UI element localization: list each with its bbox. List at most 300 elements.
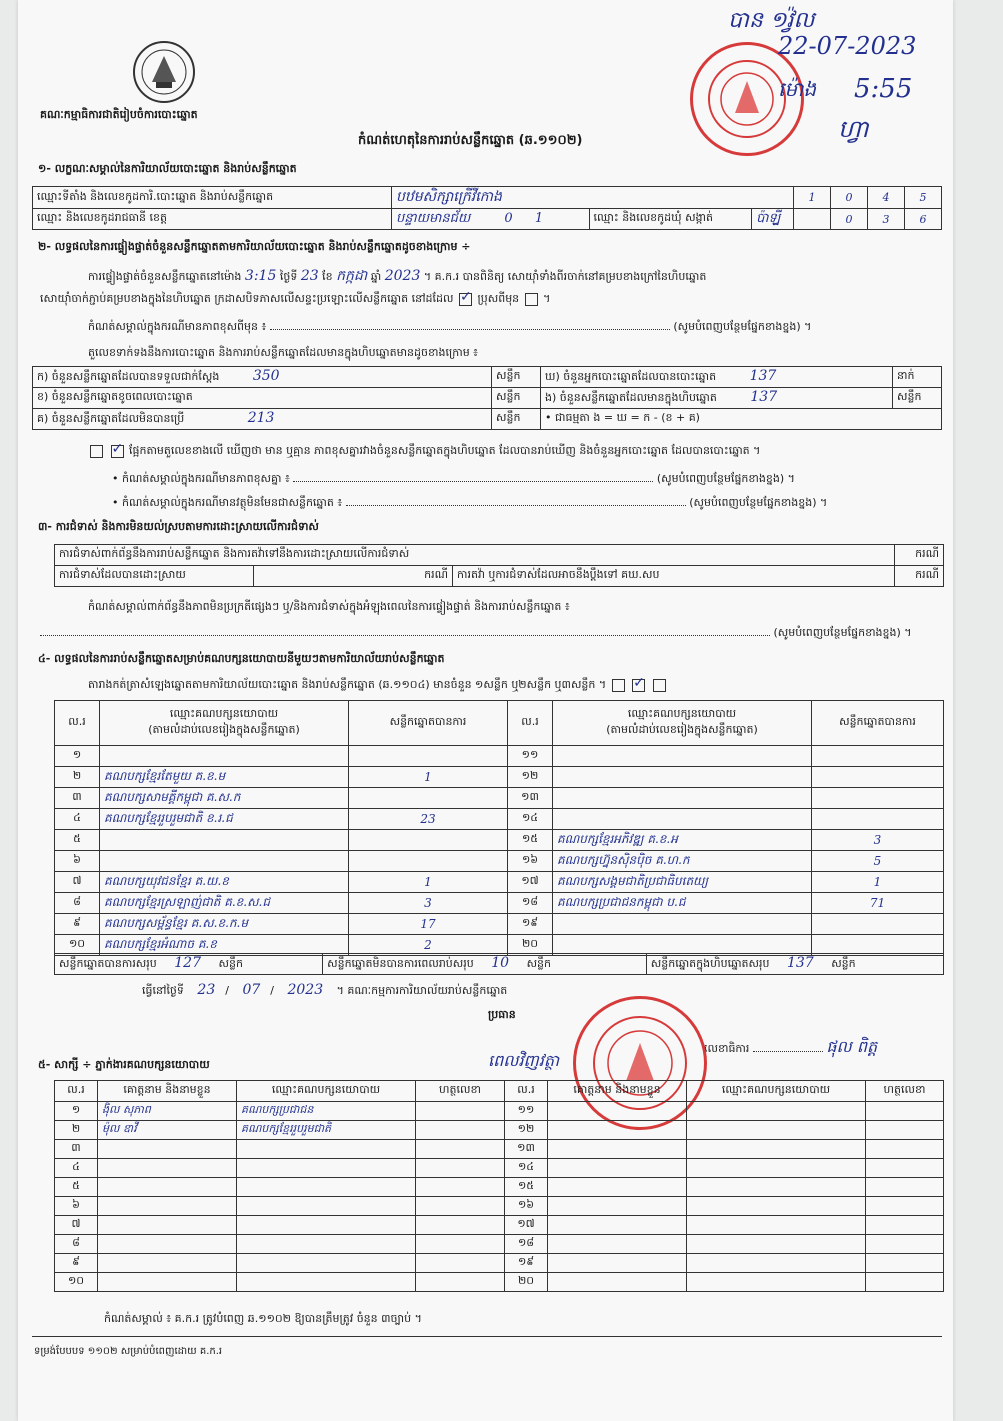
seal-line: សោយ៉ាំចាក់ភ្ជាប់គម្របខាងក្នុងនៃហិបឆ្នោត ក្រដាសបិទភាសលើសន្ទះប្រឡោះលើសន្លឹកឆ្នោត នៅដដែល ✓ ប្រុសពីមុន ។ xyxy=(40,292,550,308)
corner-sign: ហ្វា xyxy=(838,115,869,143)
verification-line xyxy=(88,266,948,287)
witness-no-left: ៥ xyxy=(55,1178,98,1197)
verify-text-b: ។ គ.ក.រ បានពិនិត្យ សោយ៉ាំទាំងពីរចាក់នៅគម្របខាងក្រៅនៃហិបឆ្នោត xyxy=(423,270,707,283)
result-party-left: គណបក្សខ្មែររួបរួមជាតិ ខ.រ.ជ xyxy=(100,809,349,830)
result-no-left: ១ xyxy=(55,746,100,767)
commune-code-2: 3 xyxy=(868,209,905,230)
difference-note-label: កំណត់សម្គាល់ក្នុងករណីមានភាពខុសពីមុន ៖ xyxy=(88,320,267,333)
total-valid-value: 127 xyxy=(174,955,201,971)
witness-party-right[interactable] xyxy=(687,1254,866,1273)
witness-sign-left[interactable] xyxy=(416,1159,505,1178)
result-row xyxy=(55,851,944,872)
witness-col-party-right: ឈ្មោះគណបក្សនយោបាយ xyxy=(687,1081,866,1102)
result-no-left: ៤ xyxy=(55,809,100,830)
result-party-left: គណបក្សយុវជនខ្មែរ គ.យ.ខ xyxy=(100,872,349,893)
witness-party-left xyxy=(237,1254,416,1273)
witness-party-left xyxy=(237,1273,416,1292)
witness-row xyxy=(55,1102,944,1121)
witness-row xyxy=(55,1159,944,1178)
province-code-2: 1 xyxy=(534,210,544,226)
commune-code-3: 6 xyxy=(905,209,942,230)
witness-row xyxy=(55,1216,944,1235)
objection-resolved: ការជំទាស់ដែលបានដោះស្រាយ xyxy=(55,566,254,587)
witness-no-right: ១៣ xyxy=(505,1140,548,1159)
result-party-right: គណបក្សប្រជាជនកម្ពុជា ប.ជ xyxy=(553,893,812,914)
note1-line xyxy=(112,472,948,488)
witness-no-left: ៣ xyxy=(55,1140,98,1159)
difference-fill-note: (សូមបំពេញបន្ថែមផ្នែកខាងខ្នង) ។ xyxy=(673,320,812,333)
result-votes-right: 71 xyxy=(812,893,944,914)
result-votes-left xyxy=(349,851,508,872)
figure-d-label xyxy=(541,367,893,388)
section4-heading: ៤- លទ្ធផលនៃការរាប់សន្លឹកឆ្នោតសម្រាប់គណបក្សនយោបាយនីមួយៗតាមការិយាល័យរាប់សន្លឹកឆ្នោត xyxy=(38,652,445,665)
result-votes-left: 3 xyxy=(349,893,508,914)
figure-a-label xyxy=(33,367,492,388)
total-box-label: សន្លឹកឆ្នោតក្នុងហិបឆ្នោតសរុប xyxy=(650,957,770,970)
result-no-left: ៦ xyxy=(55,851,100,872)
result-party-left: គណបក្សខ្មែរស្រឡាញ់ជាតិ គ.ខ.ស.ជ xyxy=(100,893,349,914)
section3-note-field[interactable] xyxy=(40,635,770,636)
difference-note-line[interactable] xyxy=(270,329,670,330)
done-day: 23 xyxy=(197,982,216,998)
witness-name-left: ម៉ុល ឧាវី xyxy=(98,1121,237,1140)
witness-sign-left[interactable] xyxy=(416,1254,505,1273)
objection-resolved-case: ករណី xyxy=(254,566,453,587)
witness-no-right: ១៨ xyxy=(505,1235,548,1254)
witness-sign-left[interactable] xyxy=(416,1102,505,1121)
witness-col-sign-left: ហត្ថលេខា xyxy=(416,1081,505,1102)
result-party-left: គណបក្សខ្មែរអំណាច គ.ខ xyxy=(100,935,349,956)
result-row xyxy=(55,893,944,914)
witness-name-left xyxy=(98,1254,237,1273)
witness-row xyxy=(55,1254,944,1273)
witness-party-right[interactable] xyxy=(687,1216,866,1235)
witness-no-left: ១ xyxy=(55,1102,98,1121)
province-name: បន្ទាយមានជ័យ xyxy=(396,210,471,226)
figure-c-unit: សន្លឹក xyxy=(492,409,541,430)
totals-table xyxy=(54,953,944,975)
witness-col-no-left: ល.រ xyxy=(55,1081,98,1102)
witness-name-left xyxy=(98,1159,237,1178)
location-code-3: 4 xyxy=(868,187,905,209)
verify-month: កក្កដា xyxy=(336,268,368,284)
verify-hour: 3:15 xyxy=(244,268,277,284)
witness-sign-left[interactable] xyxy=(416,1178,505,1197)
form-title: កំណត់ហេតុនៃការរាប់សន្លឹកឆ្នោត (ឆ.១១០២) xyxy=(358,133,583,148)
result-votes-left: 17 xyxy=(349,914,508,935)
witness-col-name-right: គោត្តនាម និងនាមខ្លួន xyxy=(548,1081,687,1102)
note1-fill-note: (សូមបំពេញបន្ថែមផ្នែកខាងខ្នង) ។ xyxy=(656,472,795,485)
witness-party-left: គណបក្សខ្មែររួបរួមជាតិ xyxy=(237,1121,416,1140)
same-checkbox[interactable] xyxy=(459,293,472,306)
result-party-left xyxy=(100,830,349,851)
figure-c-value: 213 xyxy=(247,410,275,426)
figure-b-text: ខ) ចំនួនសន្លឹកឆ្នោតខូចពេលបោះឆ្នោត xyxy=(37,390,193,403)
sheet-2-checkbox[interactable] xyxy=(632,679,645,692)
result-votes-left: 1 xyxy=(349,872,508,893)
witness-name-left xyxy=(98,1273,237,1292)
emblem-icon xyxy=(130,38,198,106)
figures-table xyxy=(32,366,942,430)
secretary-sign-field[interactable] xyxy=(753,1051,823,1052)
location-code-4: 5 xyxy=(905,187,942,209)
section3-fill-note: (សូមបំពេញបន្ថែមផ្នែកខាងខ្នង) ។ xyxy=(773,626,912,639)
witness-party-right[interactable] xyxy=(687,1159,866,1178)
results-col-no-right: ល.រ xyxy=(508,701,553,746)
witness-sign-right[interactable] xyxy=(866,1102,944,1121)
witness-name-right[interactable] xyxy=(548,1178,687,1197)
result-votes-left xyxy=(349,746,508,767)
witness-party-left xyxy=(237,1178,416,1197)
witness-sign-right[interactable] xyxy=(866,1140,944,1159)
witness-name-left xyxy=(98,1197,237,1216)
result-no-left: ៣ xyxy=(55,788,100,809)
witness-name-left xyxy=(98,1235,237,1254)
witness-sign-left[interactable] xyxy=(416,1273,505,1292)
corner-ref: បាន ១វ្វ៉ល xyxy=(728,8,815,33)
result-no-left: ១០ xyxy=(55,935,100,956)
result-no-left: ៥ xyxy=(55,830,100,851)
result-no-right: ១៩ xyxy=(508,914,553,935)
witness-no-right: ២០ xyxy=(505,1273,548,1292)
result-no-right: ១៦ xyxy=(508,851,553,872)
result-no-right: ១៤ xyxy=(508,809,553,830)
different-checkbox[interactable] xyxy=(525,293,538,306)
witness-sign-left[interactable] xyxy=(416,1197,505,1216)
total-box-cell xyxy=(646,954,943,975)
witness-party-left: គណបក្សប្រជាជន xyxy=(237,1102,416,1121)
result-votes-right: 5 xyxy=(812,851,944,872)
figure-d-unit: នាក់ xyxy=(893,367,942,388)
witness-row xyxy=(55,1178,944,1197)
section3-fill xyxy=(40,626,948,642)
result-votes-right xyxy=(812,809,944,830)
section3-heading: ៣- ការជំទាស់ និងការមិនយល់ស្របតាមការដោះស្រាយលើការជំទាស់ xyxy=(38,520,319,533)
witness-sign-right[interactable] xyxy=(866,1254,944,1273)
note1-label: • កំណត់សម្គាល់ក្នុងករណីមានភាពខុសគ្នា ៖ xyxy=(112,472,290,485)
check-line-text: ផ្អែកតាមតួលេខខាងលើ ឃើញថា មាន ឬគ្មាន ភាពខុសគ្នារវាងចំនួនសន្លឹកឆ្នោតក្នុងហិបឆ្នោត ដែលបានរាប់ឃើញ និងចំនួនអ្នកបោះឆ្នោត ដែលបានបោះឆ្នោត ។ xyxy=(129,444,761,457)
witness-name-right[interactable] xyxy=(548,1121,687,1140)
witness-no-left: ២ xyxy=(55,1121,98,1140)
result-votes-right xyxy=(812,767,944,788)
total-box-value: 137 xyxy=(786,955,814,971)
witness-no-right: ១៦ xyxy=(505,1197,548,1216)
figures-intro: តួលេខទាក់ទងនឹងការបោះឆ្នោត និងការរាប់សន្លឹកឆ្នោតដែលមានក្នុងហិបឆ្នោតមានដូចខាងក្រោម ៖ xyxy=(88,346,479,359)
result-party-right: គណបក្សហ្វ៊ុនស៊ិនប៉ិច គ.ហ.ក xyxy=(553,851,812,872)
section5-heading: ៥- សាក្សី ÷ ភ្នាក់ងារគណបក្សនយោបាយ xyxy=(38,1058,210,1071)
witness-party-right[interactable] xyxy=(687,1178,866,1197)
figure-b-label xyxy=(33,388,492,409)
result-party-right: គណបក្សខ្មែរអភិវឌ្ឍ គ.ខ.អ xyxy=(553,830,812,851)
figure-a-value: 350 xyxy=(252,368,280,384)
witness-name-right[interactable] xyxy=(548,1159,687,1178)
result-party-right xyxy=(553,914,812,935)
result-votes-right xyxy=(812,788,944,809)
agency-name: គណៈកម្មាធិការជាតិរៀបចំការបោះឆ្នោត xyxy=(40,108,198,121)
witness-party-right[interactable] xyxy=(687,1102,866,1121)
result-votes-left: 2 xyxy=(349,935,508,956)
witness-no-right: ១២ xyxy=(505,1121,548,1140)
objection-table xyxy=(54,544,944,587)
commune-label: ឈ្មោះ និងលេខកូដឃុំ សង្កាត់ xyxy=(589,209,752,230)
witness-no-left: ៧ xyxy=(55,1216,98,1235)
results-col-party-left-title: ឈ្មោះគណបក្សនយោបាយ xyxy=(169,707,279,720)
result-no-left: ៨ xyxy=(55,893,100,914)
secretary-label: លេខាធិការ xyxy=(704,1042,750,1055)
result-no-right: ១១ xyxy=(508,746,553,767)
witness-sign-right[interactable] xyxy=(866,1273,944,1292)
result-party-right xyxy=(553,788,812,809)
result-row xyxy=(55,872,944,893)
result-votes-right: 1 xyxy=(812,872,944,893)
witness-sign-right[interactable] xyxy=(866,1121,944,1140)
witness-no-right: ១៧ xyxy=(505,1216,548,1235)
witness-sign-left[interactable] xyxy=(416,1121,505,1140)
total-invalid-label: សន្លឹកឆ្នោតមិនបានការពេលរាប់សរុប xyxy=(327,957,474,970)
result-no-right: ១៥ xyxy=(508,830,553,851)
witness-name-right[interactable] xyxy=(548,1140,687,1159)
witness-name-right[interactable] xyxy=(548,1197,687,1216)
result-row xyxy=(55,767,944,788)
total-valid-unit: សន្លឹក xyxy=(218,957,243,970)
results-col-party-right-title: ឈ្មោះគណបក្សនយោបាយ xyxy=(627,707,737,720)
result-votes-left xyxy=(349,830,508,851)
sheet-3-checkbox[interactable] xyxy=(653,679,666,692)
difference-note xyxy=(88,320,948,336)
result-votes-left: 23 xyxy=(349,809,508,830)
total-box-unit: សន្លឹក xyxy=(831,957,856,970)
witness-no-left: ៤ xyxy=(55,1159,98,1178)
objection-row1: ការជំទាស់ពាក់ព័ន្ធនឹងការរាប់សន្លឹកឆ្នោត និងការតវ៉ាទៅនឹងការដោះស្រាយលើការជំទាស់ xyxy=(55,545,895,566)
check-line xyxy=(88,444,948,460)
verify-year: 2023 xyxy=(384,268,421,284)
result-row xyxy=(55,746,944,767)
done-tail: ។ គណៈកម្មការការិយាល័យរាប់សន្លឹកឆ្នោត xyxy=(336,984,508,997)
footer-note: កំណត់សម្គាល់ ៖ គ.ក.រ ត្រូវបំពេញ ឆ.១១០២ ឱ្យបានត្រឹមត្រូវ ចំនួន ៣ច្បាប់ ។ xyxy=(104,1312,422,1325)
section4-intro-text: តារាងកត់ត្រាសំឡេងឆ្នោតតាមការិយាល័យបោះឆ្នោត និងរាប់សន្លឹកឆ្នោត (ឆ.១១០៤) មានចំនួន ១សន្លឹក ឬ២សន្លឹក ឬ៣សន្លឹក ។ xyxy=(88,678,607,691)
results-col-party-left xyxy=(100,701,349,746)
witness-sign-right[interactable] xyxy=(866,1197,944,1216)
result-votes-left xyxy=(349,788,508,809)
witness-name-right[interactable] xyxy=(548,1235,687,1254)
section2-heading: ២- លទ្ធផលនៃការផ្ទៀងផ្ទាត់ចំនួនសន្លឹកឆ្នោតតាមការិយាល័យបោះឆ្នោត និងរាប់សន្លឹកឆ្នោតដូចខាងក្រោម ÷ xyxy=(38,240,471,253)
witness-party-right[interactable] xyxy=(687,1235,866,1254)
witness-name-right[interactable] xyxy=(548,1273,687,1292)
results-col-votes-left: សន្លឹកឆ្នោតបានការ xyxy=(349,701,508,746)
witness-party-right[interactable] xyxy=(687,1140,866,1159)
result-party-right: គណបក្សសង្គមជាតិប្រជាធិបតេយ្យ xyxy=(553,872,812,893)
result-votes-right: 3 xyxy=(812,830,944,851)
results-table xyxy=(54,700,944,956)
witness-sign-right[interactable] xyxy=(866,1216,944,1235)
result-no-right: ១២ xyxy=(508,767,553,788)
result-party-right xyxy=(553,746,812,767)
witness-party-right[interactable] xyxy=(687,1121,866,1140)
result-party-left: គណបក្សសាមគ្គីកម្ពុជា គ.ស.ក xyxy=(100,788,349,809)
witness-name-left xyxy=(98,1216,237,1235)
document-sheet xyxy=(18,0,953,1421)
figure-a-unit: សន្លឹក xyxy=(492,367,541,388)
witness-party-left xyxy=(237,1159,416,1178)
province-code-1: 0 xyxy=(504,210,513,226)
total-invalid-value: 10 xyxy=(491,955,510,971)
result-no-left: ៩ xyxy=(55,914,100,935)
result-row xyxy=(55,830,944,851)
location-value: បឋមសិក្សាក្រើវីកោង xyxy=(392,187,794,209)
chair-signature: ពេលវិញវត្ថា xyxy=(488,1051,560,1070)
figure-c-text: គ) ចំនួនសន្លឹកឆ្នោតដែលមិនបានប្រើ xyxy=(37,412,185,425)
witness-no-left: ១០ xyxy=(55,1273,98,1292)
witness-party-left xyxy=(237,1197,416,1216)
results-col-party-left-sub: (តាមលំដាប់លេខរៀងក្នុងសន្លឹកឆ្នោត) xyxy=(148,723,300,736)
done-line: ធ្វើនៅថ្ងៃទី 23 / 07 / 2023 ។ គណៈកម្មការការិយាល័យរាប់សន្លឹកឆ្នោត xyxy=(142,982,508,998)
result-votes-right xyxy=(812,914,944,935)
witness-name-right[interactable] xyxy=(548,1102,687,1121)
result-votes-right xyxy=(812,746,944,767)
result-votes-left: 1 xyxy=(349,767,508,788)
witness-name-left xyxy=(98,1178,237,1197)
commune-value: ប៉ាឡ្វី xyxy=(752,209,794,230)
note2-line xyxy=(112,496,948,512)
witness-col-no-right: ល.រ xyxy=(505,1081,548,1102)
no-diff-checkbox[interactable] xyxy=(111,445,124,458)
figure-e-text: ង) ចំនួនសន្លឹកឆ្នោតដែលមានក្នុងហិបឆ្នោត xyxy=(545,391,717,404)
figure-d-value: 137 xyxy=(749,368,777,384)
location-label: ឈ្មោះទីតាំង និងលេខកូដការិ.បោះឆ្នោត និងរាប់សន្លឹកឆ្នោត xyxy=(33,187,392,209)
figure-c-label xyxy=(33,409,492,430)
witness-row xyxy=(55,1197,944,1216)
note1-field[interactable] xyxy=(293,481,653,482)
location-code-1: 1 xyxy=(794,187,831,209)
total-valid-cell xyxy=(55,954,323,975)
month-label: ខែ xyxy=(322,270,333,283)
corner-date: 22-07-2023 xyxy=(778,32,917,60)
commune-blank xyxy=(794,209,831,230)
results-col-votes-right: សន្លឹកឆ្នោតបានការ xyxy=(812,701,944,746)
done-month: 07 xyxy=(242,982,261,998)
witness-sign-left[interactable] xyxy=(416,1216,505,1235)
witness-row xyxy=(55,1121,944,1140)
result-row xyxy=(55,809,944,830)
figure-formula: • ជាធម្មតា ង = ឃ = ក - (ខ + គ) xyxy=(541,409,942,430)
witness-no-left: ៨ xyxy=(55,1235,98,1254)
done-label: ធ្វើនៅថ្ងៃទី xyxy=(142,984,184,997)
sheet-1-checkbox[interactable] xyxy=(612,679,625,692)
witness-no-right: ១៥ xyxy=(505,1178,548,1197)
witness-col-party-left: ឈ្មោះគណបក្សនយោបាយ xyxy=(237,1081,416,1102)
witness-row xyxy=(55,1140,944,1159)
seal-text: សោយ៉ាំចាក់ភ្ជាប់គម្របខាងក្នុងនៃហិបឆ្នោត ក្រដាសបិទភាសលើសន្ទះប្រឡោះលើសន្លឹកឆ្នោត នៅដដែល xyxy=(40,292,454,305)
result-party-left xyxy=(100,746,349,767)
result-no-left: ៧ xyxy=(55,872,100,893)
section1-heading: ១- លក្ខណៈសម្គាល់នៃការិយាល័យបោះឆ្នោត និងរាប់សន្លឹកឆ្នោត xyxy=(38,162,297,175)
witness-row xyxy=(55,1235,944,1254)
footer-divider xyxy=(32,1336,942,1337)
secretary-line xyxy=(704,1036,877,1060)
witness-party-left xyxy=(237,1216,416,1235)
witness-no-left: ៩ xyxy=(55,1254,98,1273)
witness-sign-right[interactable] xyxy=(866,1235,944,1254)
form-code: ទម្រង់បែបបទ ១១០២ សម្រាប់បំពេញដោយ គ.ក.រ xyxy=(34,1346,223,1357)
witness-sign-left[interactable] xyxy=(416,1235,505,1254)
result-no-right: ២០ xyxy=(508,935,553,956)
note2-fill-note: (សូមបំពេញបន្ថែមផ្នែកខាងខ្នង) ។ xyxy=(689,496,828,509)
figure-b-unit: សន្លឹក xyxy=(492,388,541,409)
commune-code-1: 0 xyxy=(831,209,868,230)
section4-intro xyxy=(88,678,668,694)
result-party-right xyxy=(553,809,812,830)
figure-e-value: 137 xyxy=(750,389,778,405)
witness-sign-right[interactable] xyxy=(866,1178,944,1197)
has-diff-checkbox[interactable] xyxy=(90,445,103,458)
note2-field[interactable] xyxy=(346,505,686,506)
province-value xyxy=(392,209,590,230)
verify-text-a: ការផ្ទៀងផ្ទាត់ចំនួនសន្លឹកឆ្នោតនៅម៉ោង xyxy=(88,270,242,283)
witness-name-left: ង៉ិល សុភាព xyxy=(98,1102,237,1121)
witness-row xyxy=(55,1273,944,1292)
witness-party-right[interactable] xyxy=(687,1197,866,1216)
witness-sign-right[interactable] xyxy=(866,1159,944,1178)
witness-name-right[interactable] xyxy=(548,1254,687,1273)
chair-label: ប្រធាន xyxy=(488,1008,516,1021)
objection-appeal: ការតវ៉ា ឬការជំទាស់ដែលអាចនឹងប្តឹងទៅ គឃ.សប xyxy=(453,566,895,587)
witness-name-left xyxy=(98,1140,237,1159)
witness-no-right: ១៩ xyxy=(505,1254,548,1273)
location-code-2: 0 xyxy=(831,187,868,209)
same-label: ប្រុសពីមុន xyxy=(477,292,520,305)
witness-party-left xyxy=(237,1140,416,1159)
witness-table xyxy=(54,1080,944,1292)
witness-party-right[interactable] xyxy=(687,1273,866,1292)
section3-note: កំណត់សម្គាល់ពាក់ព័ន្ធនឹងភាពមិនប្រក្រតីផ្សេងៗ ឬ/និងការជំទាស់ក្នុងអំឡុងពេលនៃការផ្ទៀងផ្ទាត់ និងការរាប់សន្លឹកឆ្នោត ៖ xyxy=(88,600,570,613)
witness-sign-left[interactable] xyxy=(416,1140,505,1159)
results-col-party-right-sub: (តាមលំដាប់លេខរៀងក្នុងសន្លឹកឆ្នោត) xyxy=(606,723,758,736)
result-row xyxy=(55,788,944,809)
section1-table xyxy=(32,186,942,230)
result-no-left: ២ xyxy=(55,767,100,788)
secretary-signature: ផុល ពិត្ត xyxy=(826,1037,878,1056)
verify-day: 23 xyxy=(300,268,319,284)
figure-e-unit: សន្លឹក xyxy=(893,388,942,409)
result-party-left: គណបក្សសម្ព័ន្ធខ្មែរ គ.ស.ខ.ក.ម xyxy=(100,914,349,935)
result-party-left xyxy=(100,851,349,872)
objection-row1-case: ករណី xyxy=(895,545,944,566)
corner-time: 5:55 xyxy=(854,74,913,104)
result-no-right: ១៣ xyxy=(508,788,553,809)
witness-party-left xyxy=(237,1235,416,1254)
result-no-right: ១៧ xyxy=(508,872,553,893)
figure-d-text: ឃ) ចំនួនអ្នកបោះឆ្នោតដែលបានបោះឆ្នោត xyxy=(545,370,717,383)
total-invalid-cell xyxy=(323,954,647,975)
day-label: ថ្ងៃទី xyxy=(279,270,298,283)
witness-name-right[interactable] xyxy=(548,1216,687,1235)
results-col-party-right xyxy=(553,701,812,746)
result-row xyxy=(55,914,944,935)
result-no-right: ១៨ xyxy=(508,893,553,914)
note2-label: • កំណត់សម្គាល់ក្នុងករណីមានវត្ថុមិនមែនជាសន្លឹកឆ្នោត ៖ xyxy=(112,496,343,509)
witness-no-left: ៦ xyxy=(55,1197,98,1216)
result-party-right xyxy=(553,767,812,788)
witness-no-right: ១១ xyxy=(505,1102,548,1121)
done-year: 2023 xyxy=(287,982,324,998)
figure-e-label xyxy=(541,388,893,409)
results-col-no-left: ល.រ xyxy=(55,701,100,746)
province-label: ឈ្មោះ និងលេខកូដរាជធានី ខេត្ត xyxy=(33,209,392,230)
corner-time-label: ម៉ោង xyxy=(778,77,817,101)
result-party-left: គណបក្សខ្មែរតែមួយ គ.ខ.ម xyxy=(100,767,349,788)
figure-a-text: ក) ចំនួនសន្លឹកឆ្នោតដែលបានទទួលជាក់ស្តែង xyxy=(37,370,220,383)
total-valid-label: សន្លឹកឆ្នោតបានការសរុប xyxy=(59,957,157,970)
